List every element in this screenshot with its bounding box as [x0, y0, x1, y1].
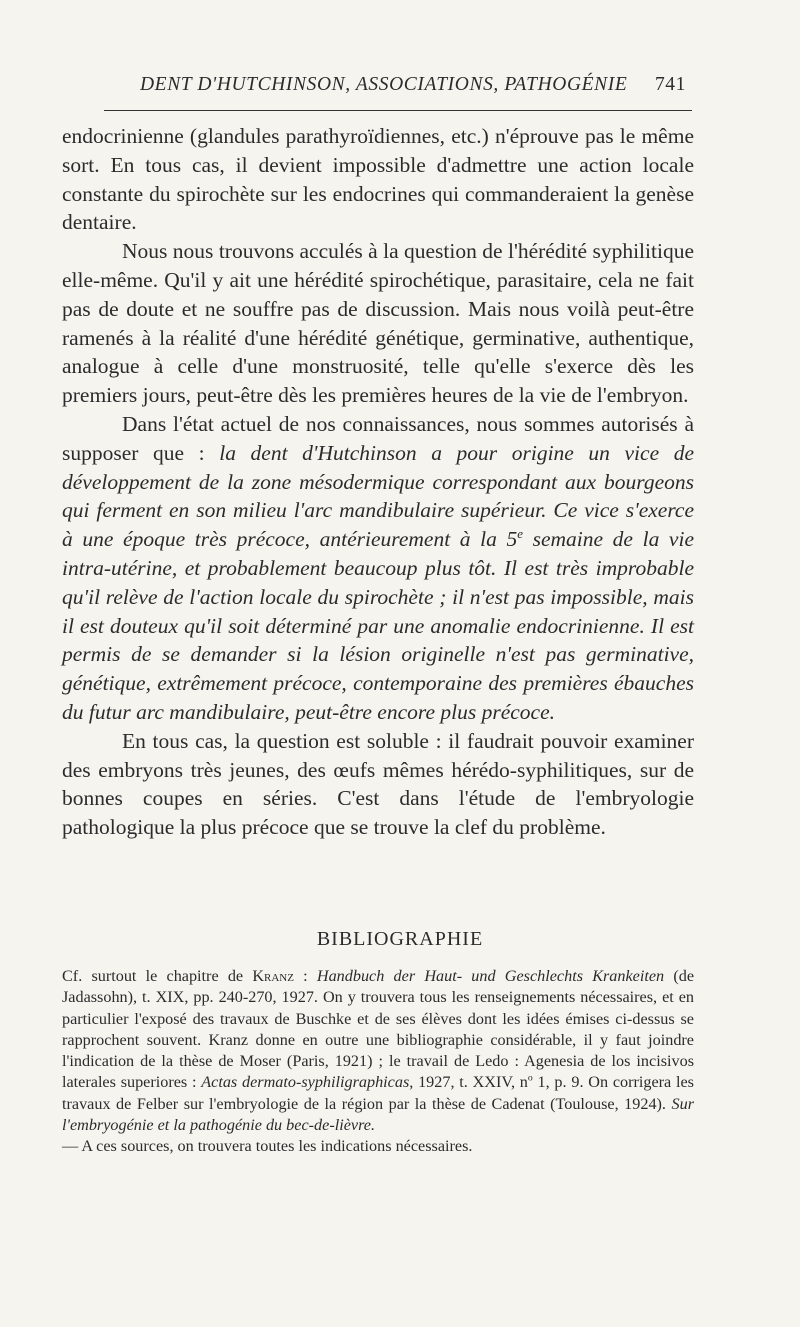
paragraph-2: Nous nous trouvons acculés à la question de l'hérédité syphilitique elle-même. Qu'il y ait une hérédité spirochétique, parasitaire, cela ne fait pas de doute et ne souffre pas de discussion. Mais nous voilà peut-être ramenés à la réalité d'une hérédité génétique, germinative, authentique, analogue à celle d'une monstruosité, telle qu'elle s'exerce dès les premiers jours, peut-être dès les premières heures de la vie de l'embryon. — [62, 239, 694, 408]
running-title: DENT D'HUTCHINSON, ASSOCIATIONS, PATHOGÉNIE — [140, 74, 628, 95]
bibliography-closing: — A ces sources, on trouvera toutes les indications nécessaires. — [62, 1137, 473, 1156]
paragraph-3 — [62, 410, 694, 727]
body-text — [62, 122, 694, 842]
bibliography-text — [62, 966, 694, 1158]
bib-title-2: Actas dermato-syphiligraphicas — [201, 1073, 410, 1092]
paragraph-3-lead: Dans l'état actuel de nos connaissances, nous sommes autorisés à supposer que : — [62, 411, 694, 465]
bibliography-entry — [62, 966, 694, 1136]
bib-text-1: Cf. surtout le chapitre de — [62, 967, 253, 985]
bib-text-3: (de Jadassohn), t. XIX, pp. 240-270, 1927. On y trouvera tous les renseignements nécessaires, et en particulier l'exposé des travaux de Buschke et de ses élèves dont les idées émises ci-dessus se rapprochent souvent. Kranz donne en outre une bibliographie considérable, il y faut joindre l'indication de la thèse de Moser (Paris, 1921) ; le travail de Ledo : Agenesia de los incisivos laterales superiores : — [62, 967, 695, 1092]
paragraph-1: endocrinienne (glandules parathyroïdiennes, etc.) n'éprouve pas le même sort. En tous cas, il devient impossible d'admettre une action locale constante du spirochète sur les endocrines qui commanderaient la genèse dentaire. — [62, 124, 694, 235]
bib-text-2: : — [293, 967, 317, 985]
bib-superscript: o — [527, 1073, 533, 1085]
bib-author: Kranz — [252, 967, 294, 985]
paragraph-3-conclusion-a: la dent d'Hutchinson a pour origine un vice de développement de la zone mésodermique correspondant aux bourgeons qui ferment en son milieu l'arc mandibulaire supérieur. Ce vice s'exerce à une époque très précoce, antérieurement à la 5 — [62, 440, 695, 552]
bib-title-3: Sur l'embryogénie et la pathogénie du bec-de-lièvre. — [62, 1094, 694, 1135]
bibliography-heading: BIBLIOGRAPHIE — [316, 928, 484, 950]
page-number: 741 — [654, 74, 686, 95]
paragraph-3-superscript: e — [517, 527, 523, 541]
header-rule — [104, 110, 692, 111]
running-header — [118, 72, 688, 102]
paragraph-4: En tous cas, la question est soluble : il faudrait pouvoir examiner des embryons très jeunes, des œufs mêmes hérédo-syphilitiques, sur de bonnes coupes en séries. C'est dans l'étude de l'embryologie pathologique la plus précoce que se trouve la clef du problème. — [62, 728, 694, 840]
bib-text-5: 1, p. 9. On corrigera les travaux de Felber sur l'embryologie de la région par la thèse de Cadenat (Toulouse, 1924). — [62, 1073, 694, 1113]
bib-text-4: , 1927, t. XXIV, n — [409, 1073, 528, 1092]
paragraph-3-conclusion-b: semaine de la vie intra-utérine, et probablement beaucoup plus tôt. Il est très improbable qu'il relève de l'action locale du spirochète ; il n'est pas impossible, mais il est douteux qu'il soit déterminé par une anomalie endocrinienne. Il est permis de se demander si la lésion originelle n'est pas germinative, génétique, extrêmement précoce, contemporaine des premières ébauches du futur arc mandibulaire, peut-être encore plus précoce. — [62, 527, 694, 724]
bib-title-1: Handbuch der Haut- und Geschlechts Krankeiten — [316, 967, 665, 985]
